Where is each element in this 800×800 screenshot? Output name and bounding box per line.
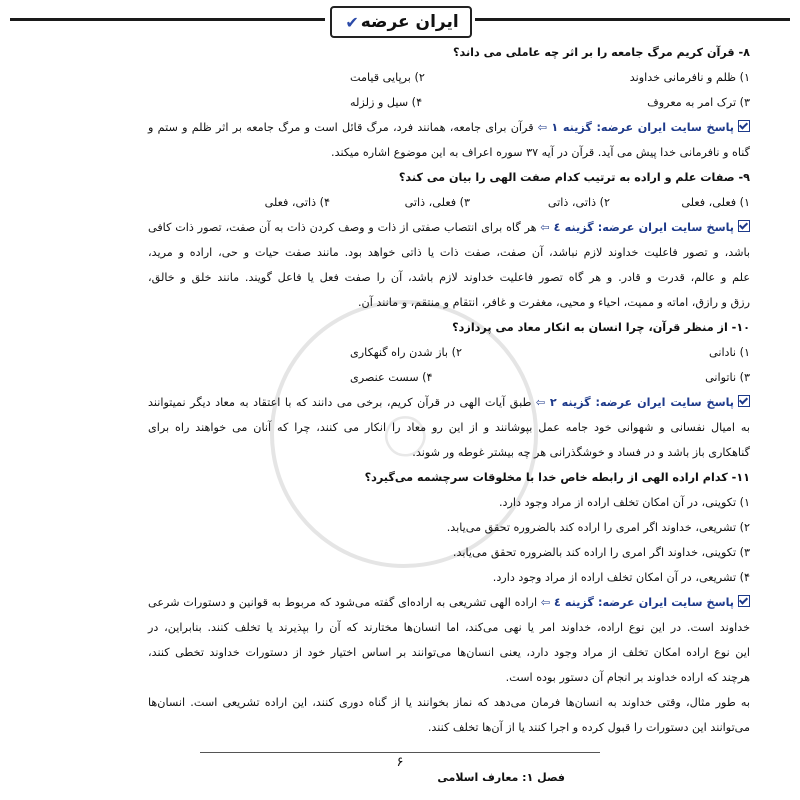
q8-options-row2 [350,90,750,115]
q9-option-4: ۴) ذاتی، فعلی [264,196,330,209]
q10-options-row2 [350,365,750,390]
q11-answer-line-6: می‌توانند این دستورات را قبول کرده و اجرا کنند یا از آن‌ها تخلف کنند. [427,721,750,734]
q11-answer-line-1 [148,590,750,615]
q11-answer-label: پاسخ سایت ایران عرضه: گزینه ٤ [553,596,734,609]
q9-option-3: ۳) فعلی، ذاتی [404,196,470,209]
q8-option-2: ۲) برپایی قیامت [350,71,425,84]
q11-answer-text-1: اراده الهی تشریعی به اراده‌ای گفته می‌شود که مربوط به قوانین و دستورات شرعی [148,596,538,609]
q8-answer-label: پاسخ سایت ایران عرضه: گزینه ۱ [551,121,734,134]
q11-option-4: ۴) تشریعی، در آن امکان تخلف اراده از مراد وجود دارد. [492,571,750,584]
q10-answer-line-3: گناهکاری باز باشد و در فساد و خوشگذرانی هر چه بیشتر غوطه ور شوند. [412,446,750,459]
header-rule-left [10,18,325,21]
q8-option-3: ۳) ترک امر به معروف [647,96,750,109]
page-content [148,40,750,740]
watermark-stamp: ◯ [221,251,587,617]
checkbox-icon [738,595,750,607]
q9-answer-line-3: علم و عالم، قدرت و قادر. و هر گاه تصور فاعلیت خداوند لازم باشد، آن را صفت فعل یا فاعل گویند. مانند خلق و خالق، [148,271,750,284]
q11-answer-line-5: به طور مثال، وقتی خداوند به انسان‌ها فرمان می‌دهد که نماز بخوانند یا از گناه دوری کنند، این اراده تشریعی است. انسان‌ها [148,696,750,709]
q10-options-row1 [350,340,750,365]
q11-option-2: ۲) تشریعی، خداوند اگر امری را اراده کند بالضروره تحقق می‌یابد. [446,521,750,534]
q9-answer-text-1: هر گاه برای انتصاب صفتی از ذات و وصف کردن ذات به آن صفت، تصور ذات کافی [148,221,537,234]
q11-option-3: ۳) تکوینی، خداوند اگر امری را اراده کند بالضروره تحقق می‌یابد. [452,546,750,559]
q11-option-1: ۱) تکوینی، در آن امکان تخلف اراده از مراد وجود دارد. [498,496,750,509]
q10-answer-line-2: به امیال نفسانی و شهوانی خود جامه عمل بپوشانند و از این رو معاد را انکار می کنند، چرا که آنان می خواهند راه برای [148,421,750,434]
q9-option-2: ۲) ذاتی، ذاتی [547,196,610,209]
q9-answer-label: پاسخ سایت ایران عرضه: گزینه ٤ [553,221,734,234]
q10-option-4: ۴) سست عنصری [350,371,433,384]
question-9: ۹- صفات علم و اراده به ترتیب کدام صفت الهی را بیان می کند؟ [398,171,750,184]
q9-answer-line-1 [148,215,750,240]
q8-answer-text-1: قرآن برای جامعه، همانند فرد، مرگ قائل است و مرگ جامعه بر اثر ظلم و ستم و [148,121,534,134]
arrow-left-icon: ⇦ [537,121,548,134]
q8-options-row1 [350,65,750,90]
question-11: ۱۱- کدام اراده الهی از رابطه خاص خدا با مخلوقات سرچشمه می‌گیرد؟ [364,471,750,484]
q10-option-3: ۳) ناتوانی [705,371,750,384]
q10-option-1: ۱) نادانی [709,346,750,359]
footer-rule [200,752,600,753]
q8-option-4: ۴) سیل و زلزله [350,96,423,109]
checkbox-icon [738,395,750,407]
chapter-title: فصل ۱: معارف اسلامی [437,771,565,784]
site-logo [330,6,472,38]
q9-answer-line-2: باشد، و تصور فاعلیت خداوند لازم نباشد، آن صفت، صفت ذات یا ذاتی خواهد بود. مانند صفت حیات و حی، اراده و مرید، [148,246,750,259]
q9-answer-line-4: رزق و رازق، اماته و ممیت، احیاء و محیی، مغفرت و غافر، انتقام و منتقم، و مانند آن. [357,296,750,309]
q11-answer-line-2: خداوند است. در این نوع اراده، خداوند امر یا نهی می‌کند، اما انسان‌ها مختارند که آن را بپذیرند یا تخلف کنند. بنابراین، در [148,621,750,634]
q10-answer-label: پاسخ سایت ایران عرضه: گزینه ۲ [549,396,734,409]
q8-option-1: ۱) ظلم و نافرمانی خداوند [629,71,750,84]
checkbox-icon [738,120,750,132]
arrow-left-icon: ⇦ [535,396,546,409]
q11-answer-line-4: هرچند که اراده خداوند بر انجام آن دستور بوده است. [505,671,750,684]
logo-check-icon: ✔ [345,12,359,32]
q8-answer-line-2: گناه و نافرمانی خدا پیش می آید. قرآن در آیه ۳۷ سوره اعراف به این موضوع اشاره میکند. [331,146,750,159]
checkbox-icon [738,220,750,232]
header-rule-right [475,18,790,21]
q9-options [190,190,750,215]
q10-answer-text-1: طبق آیات الهی در قرآن کریم، برخی می دانند که با اعتقاد به معاد دیگر نمیتوانند [148,396,532,409]
q10-answer-line-1 [148,390,750,415]
logo-text: ایران عرضه [360,12,459,32]
q11-answer-line-3: این نوع اراده امکان تخلف از مراد وجود دارد، یعنی انسان‌ها می‌توانند بر اساس اختیار خود از دستورات خداوند تخطی کنند، [148,646,750,659]
page-number: ۶ [396,755,404,770]
question-8: ۸- قرآن کریم مرگ جامعه را بر اثر چه عاملی می داند؟ [453,46,750,59]
question-10: ۱۰- از منظر قرآن، چرا انسان به انکار معاد می پردازد؟ [452,321,750,334]
q9-option-1: ۱) فعلی، فعلی [681,196,750,209]
arrow-left-icon: ⇦ [540,596,551,609]
q10-option-2: ۲) باز شدن راه گنهکاری [350,346,462,359]
q8-answer-line-1 [148,115,750,140]
arrow-left-icon: ⇦ [540,221,550,234]
